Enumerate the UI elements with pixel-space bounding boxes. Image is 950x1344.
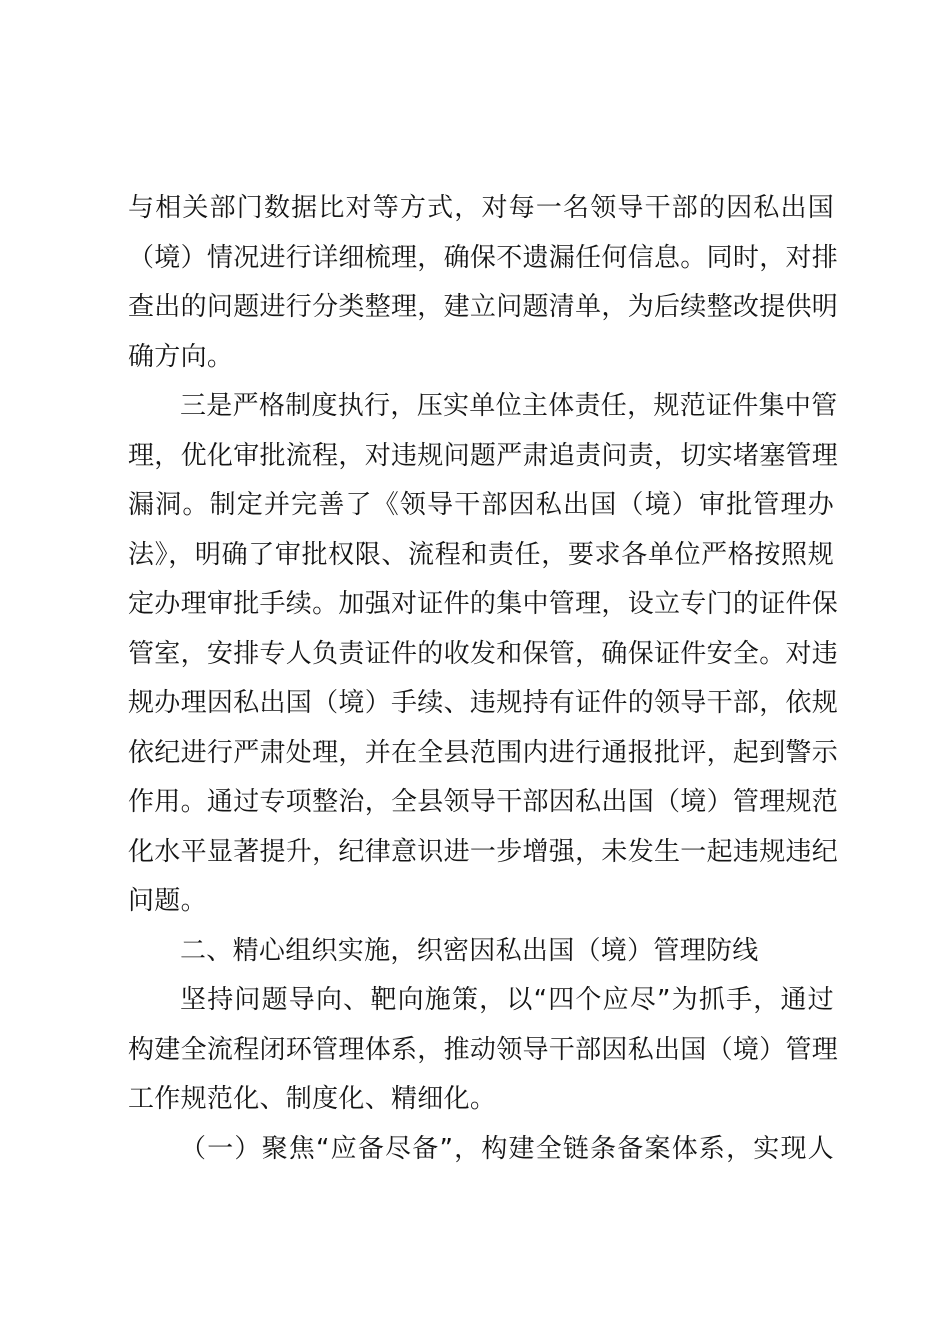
text-line: 确方向。 bbox=[128, 341, 234, 372]
text-line: 问题。 bbox=[128, 886, 207, 916]
text-line: 作用。通过专项整治，全县领导干部因私出国（境）管理规范 bbox=[128, 787, 839, 817]
text-line: 化水平显著提升，纪律意识进一步增强，未发生一起违规违纪 bbox=[128, 836, 839, 867]
text-line: （一）聚焦“应备尽备”，构建全链条备案体系，实现人 bbox=[180, 1133, 834, 1164]
text-line: （境）情况进行详细梳理，确保不遗漏任何信息。同时，对排 bbox=[128, 242, 839, 273]
text-line: 构建全流程闭环管理体系，推动领导干部因私出国（境）管理 bbox=[128, 1034, 839, 1065]
text-line: 与相关部门数据比对等方式，对每一名领导干部的因私出国 bbox=[128, 193, 834, 223]
section-heading bbox=[128, 927, 834, 977]
text-line: 坚持问题导向、靶向施策，以“四个应尽”为抓手，通过 bbox=[180, 985, 834, 1015]
heading-line: 二、精心组织实施，织密因私出国（境）管理防线 bbox=[180, 935, 759, 966]
paragraph-4 bbox=[128, 976, 839, 1125]
text-line: 定办理审批手续。加强对证件的集中管理，设立专门的证件保 bbox=[128, 589, 839, 619]
text-line: 漏洞。制定并完善了《领导干部因私出国（境）审批管理办 bbox=[128, 490, 834, 520]
document-body bbox=[128, 184, 839, 1174]
text-line: 管室，安排专人负责证件的收发和保管，确保证件安全。对违 bbox=[128, 638, 839, 669]
text-line: 依纪进行严肃处理，并在全县范围内进行通报批评，起到警示 bbox=[128, 737, 839, 768]
text-line: 三是严格制度执行，压实单位主体责任，规范证件集中管 bbox=[180, 391, 838, 421]
paragraph-2 bbox=[128, 382, 839, 927]
text-line: 工作规范化、制度化、精细化。 bbox=[128, 1084, 497, 1114]
text-line: 法》，明确了审批权限、流程和责任，要求各单位严格按照规 bbox=[128, 539, 834, 570]
paragraph-1 bbox=[128, 184, 839, 382]
text-line: 理，优化审批流程，对违规问题严肃追责问责，切实堵塞管理 bbox=[128, 440, 839, 471]
text-line: 规办理因私出国（境）手续、违规持有证件的领导干部，依规 bbox=[128, 688, 839, 718]
text-line: 查出的问题进行分类整理，建立问题清单，为后续整改提供明 bbox=[128, 292, 839, 322]
paragraph-5 bbox=[128, 1125, 834, 1175]
